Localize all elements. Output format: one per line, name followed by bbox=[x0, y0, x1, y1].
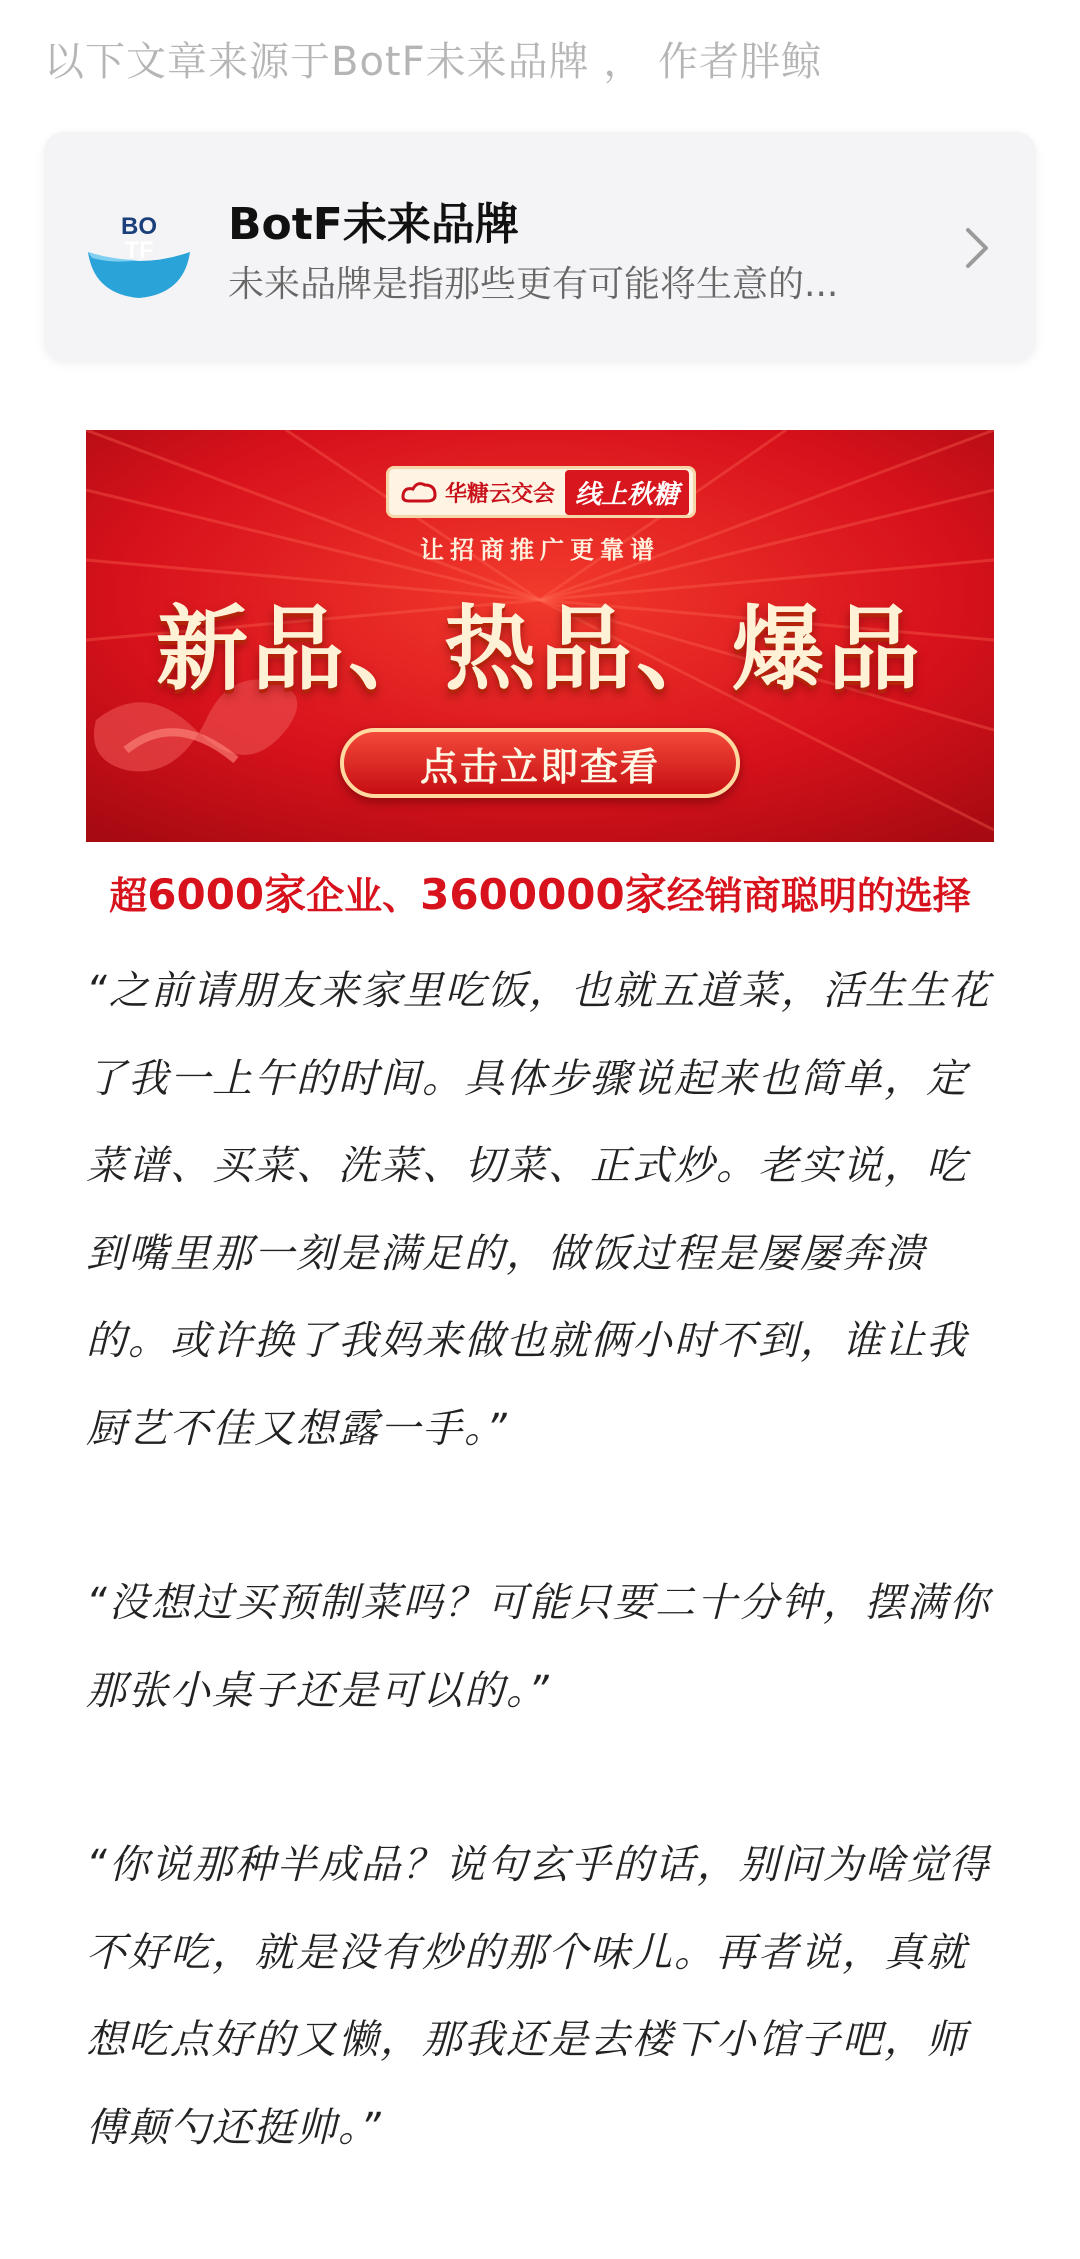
caption-number: 3600000家 bbox=[420, 870, 667, 919]
article-paragraph: “你说那种半成品？说句玄乎的话，别问为啥觉得不好吃，就是没有炒的那个味儿。再者说，真就想吃点好的又懒，那我还是去楼下小馆子吧，师傅颠勺还挺帅。” bbox=[86, 1842, 991, 2151]
brand-name: 华糖云交会 bbox=[445, 481, 556, 507]
botf-logo bbox=[84, 194, 194, 304]
chevron-right-icon[interactable] bbox=[962, 226, 992, 270]
source-account-card[interactable] bbox=[44, 132, 1036, 362]
article-source-line: 以下文章来源于BotF未来品牌 ， 作者胖鲸 bbox=[44, 39, 823, 85]
promo-banner[interactable] bbox=[86, 430, 994, 842]
article-body bbox=[86, 948, 996, 2259]
banner-headline: 新品、热品、爆品 bbox=[155, 596, 924, 703]
banner-subtitle: 让招商推广更靠谱 bbox=[420, 536, 660, 564]
svg-text:TF: TF bbox=[124, 237, 154, 264]
account-description: 未来品牌是指那些更有可能将生意的... bbox=[228, 264, 839, 305]
caption-text: 经销商聪明的选择 bbox=[666, 874, 971, 918]
article-paragraph: “之前请朋友来家里吃饭，也就五道菜，活生生花了我一上午的时间。具体步骤说起来也简单，定菜谱、买菜、洗菜、切菜、正式炒。老实说，吃到嘴里那一刻是满足的，做饭过程是屡屡奔溃的。或许换了我妈来做也就俩小时不到，谁让我厨艺不佳又想露一手。” bbox=[86, 968, 991, 1452]
brand-pill bbox=[386, 466, 696, 518]
caption-number: 6000家 bbox=[147, 870, 307, 919]
account-name: BotF未来品牌 bbox=[228, 199, 519, 250]
banner-caption bbox=[86, 862, 994, 922]
caption-text: 企业、 bbox=[306, 874, 421, 918]
caption-text: 超 bbox=[109, 874, 148, 918]
view-now-button[interactable]: 点击立即查看 bbox=[340, 728, 740, 798]
article-paragraph: “没想过买预制菜吗？可能只要二十分钟，摆满你那张小桌子还是可以的。” bbox=[86, 1580, 991, 1714]
cloud-logo-icon bbox=[399, 479, 439, 505]
svg-text:BO: BO bbox=[121, 213, 157, 240]
brand-tag: 线上秋糖 bbox=[565, 470, 689, 515]
